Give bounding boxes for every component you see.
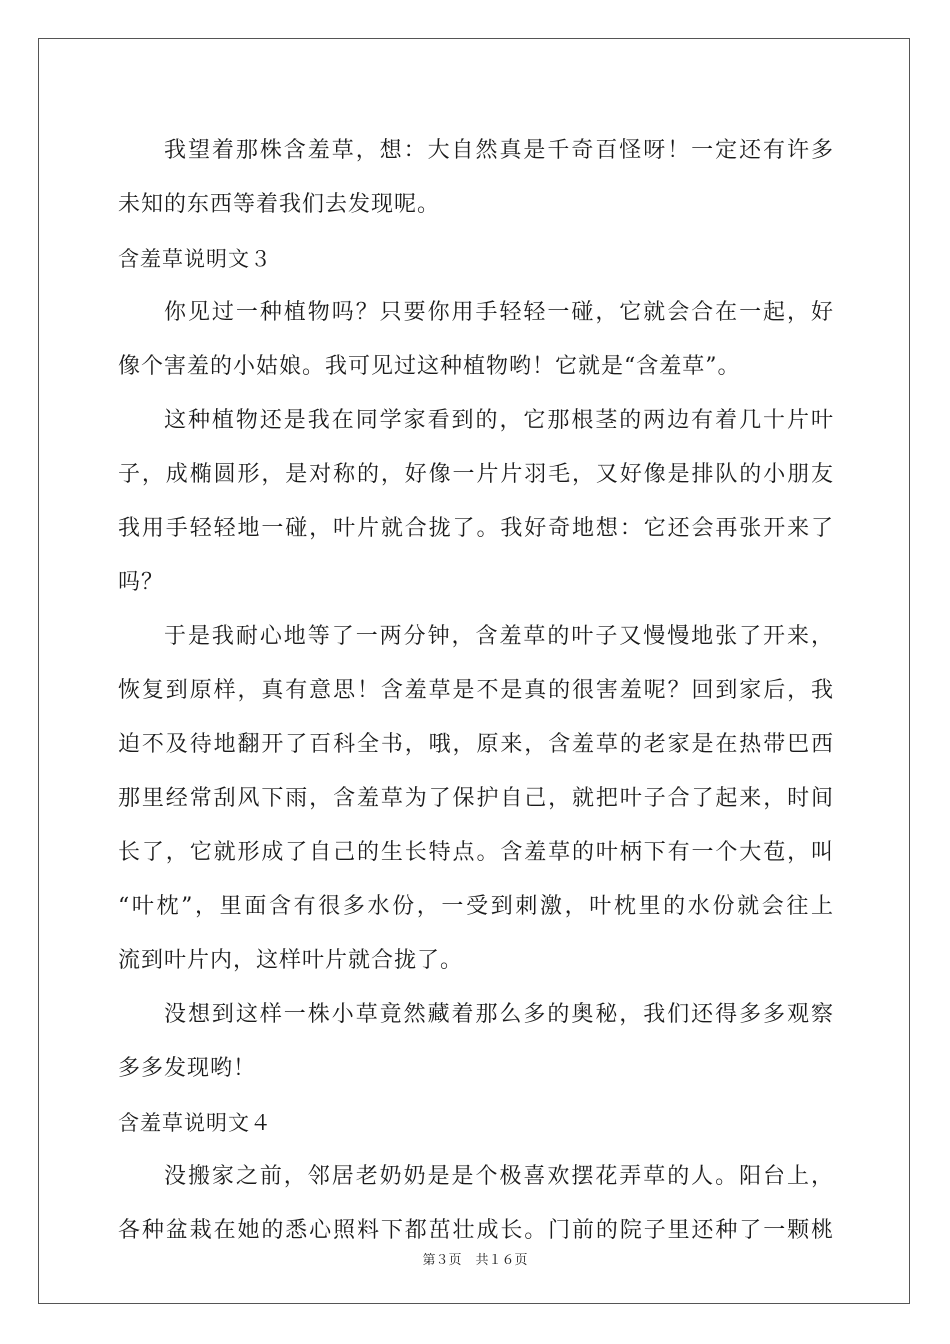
text-line: 没想到这样一株小草竟然藏着那么多的奥秘，我们还得多多观察 <box>164 1002 834 1027</box>
section-heading: 含羞草说明文３ <box>118 247 272 271</box>
text-line: 子，成椭圆形，是对称的，好像一片片羽毛，又好像是排队的小朋友 <box>118 462 834 487</box>
section-heading: 含羞草说明文４ <box>118 1111 272 1135</box>
document-body <box>118 124 834 1258</box>
text-line: 多多发现哟！ <box>118 1056 257 1081</box>
text-line: 各种盆栽在她的悉心照料下都茁壮成长。门前的院子里还种了一颗桃 <box>118 1218 834 1243</box>
page-total: 共１６页 <box>475 1253 528 1268</box>
text-line: 你见过一种植物吗？只要你用手轻轻一碰，它就会合在一起，好 <box>164 300 834 325</box>
text-line: 没搬家之前，邻居老奶奶是是个极喜欢摆花弄草的人。阳台上， <box>164 1164 834 1189</box>
text-line: 未知的东西等着我们去发现呢。 <box>118 192 441 217</box>
text-line: 长了，它就形成了自己的生长特点。含羞草的叶柄下有一个大苞，叫 <box>118 840 834 865</box>
text-line: 我用手轻轻地一碰，叶片就合拢了。我好奇地想：它还会再张开来了 <box>118 516 834 541</box>
page-footer <box>0 1249 950 1268</box>
text-line: 于是我耐心地等了一两分钟，含羞草的叶子又慢慢地张了开来， <box>164 624 834 649</box>
text-line: 我望着那株含羞草，想：大自然真是千奇百怪呀！一定还有许多 <box>164 138 834 163</box>
text-line: 这种植物还是我在同学家看到的，它那根茎的两边有着几十片叶 <box>164 408 834 433</box>
text-line: 迫不及待地翻开了百科全书，哦，原来，含羞草的老家是在热带巴西 <box>118 732 834 757</box>
text-line: 那里经常刮风下雨，含羞草为了保护自己，就把叶子合了起来，时间 <box>118 786 834 811</box>
text-line: 恢复到原样，真有意思！含羞草是不是真的很害羞呢？回到家后，我 <box>118 678 834 703</box>
text-line: 吗？ <box>118 570 165 595</box>
text-line: 流到叶片内，这样叶片就合拢了。 <box>118 948 464 973</box>
text-line: “叶枕”，里面含有很多水份，一受到刺激，叶枕里的水份就会往上 <box>118 894 834 919</box>
page-number: 第３页 <box>422 1253 462 1268</box>
text-line: 像个害羞的小姑娘。我可见过这种植物哟！它就是“含羞草”。 <box>118 354 741 379</box>
